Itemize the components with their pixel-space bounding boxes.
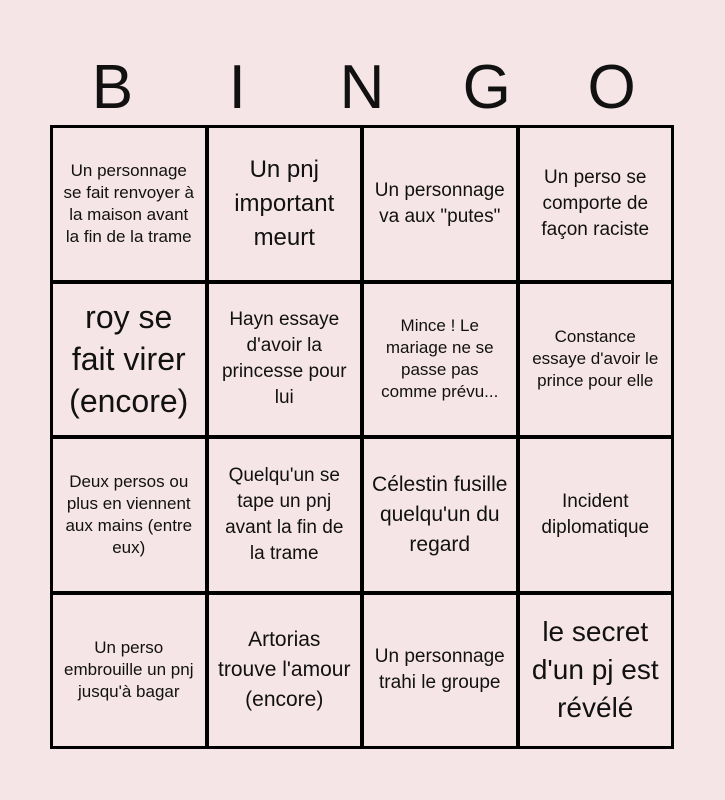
bingo-cell[interactable] <box>364 284 516 436</box>
bingo-header <box>50 52 674 124</box>
bingo-cell-text: Constance essaye d'avoir le prince pour elle <box>532 327 659 391</box>
bingo-cell-text: Un personnage se fait renvoyer à la maison avant la fin de la trame <box>63 160 194 246</box>
bingo-cell-text: Hayn essaye d'avoir la princesse pour lui <box>221 309 347 409</box>
bingo-cell-text: le secret d'un pj est révélé <box>531 616 659 724</box>
bingo-cell-text: Quelqu'un se tape un pnj avant la fin de la trame <box>225 464 344 564</box>
bingo-cell[interactable] <box>53 284 205 436</box>
bingo-cell-text: Deux persos ou plus en viennent aux mains (entre eux) <box>65 471 193 557</box>
bingo-cell[interactable] <box>209 128 361 280</box>
header-letter-n: N <box>339 53 385 122</box>
bingo-cell[interactable] <box>520 128 672 280</box>
bingo-cell[interactable] <box>209 284 361 436</box>
bingo-cell[interactable] <box>364 128 516 280</box>
bingo-cell-text: Mince ! Le mariage ne se passe pas comme prévu... <box>381 316 499 402</box>
bingo-cell-text: Artorias trouve l'amour (encore) <box>218 628 351 712</box>
bingo-cell-text: Un personnage trahi le groupe <box>374 646 505 694</box>
bingo-cell-text: Un perso se comporte de façon raciste <box>541 166 650 240</box>
bingo-cell-text: roy se fait virer (encore) <box>69 299 189 420</box>
bingo-cell[interactable] <box>53 595 205 747</box>
header-letter-g: G <box>462 53 511 122</box>
header-letter-i: I <box>228 53 246 122</box>
bingo-cell[interactable] <box>53 128 205 280</box>
bingo-cell[interactable] <box>364 439 516 591</box>
bingo-cell[interactable] <box>209 439 361 591</box>
bingo-cell-text: Un perso embrouille un pnj jusqu'à bagar <box>64 638 194 702</box>
bingo-cell[interactable] <box>520 284 672 436</box>
bingo-cell-text: Un personnage va aux "putes" <box>374 179 505 227</box>
bingo-cell-text: Incident diplomatique <box>541 490 650 538</box>
bingo-cell-text: Un pnj important meurt <box>234 155 335 251</box>
header-letter-o: O <box>587 53 636 122</box>
bingo-cell[interactable] <box>53 439 205 591</box>
bingo-cell[interactable] <box>520 595 672 747</box>
bingo-board <box>50 125 674 749</box>
bingo-cell[interactable] <box>209 595 361 747</box>
bingo-cell[interactable] <box>520 439 672 591</box>
bingo-cell-text: Célestin fusille quelqu'un du regard <box>372 472 508 556</box>
bingo-cell[interactable] <box>364 595 516 747</box>
header-letter-b: B <box>91 53 134 122</box>
